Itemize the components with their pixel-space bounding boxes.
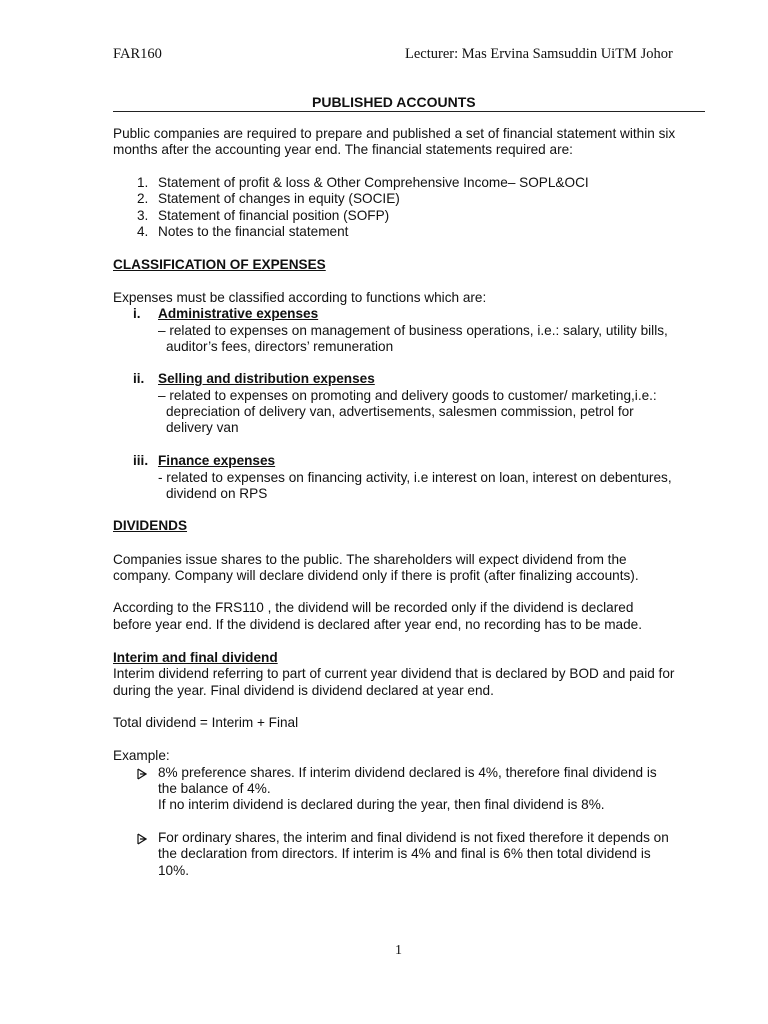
statement-item-4: Notes to the financial statement: [158, 224, 349, 239]
dividends-p2-line1: According to the FRS110 , the dividend will be recorded only if the dividend is declared: [113, 600, 634, 615]
statement-num-3: 3.: [137, 208, 149, 223]
classification-heading: CLASSIFICATION OF EXPENSES: [113, 257, 326, 272]
expense-desc-selling-1: – related to expenses on promoting and delivery goods to customer/ marketing,i.e.:: [158, 388, 657, 403]
arrow-bullet-icon: [137, 767, 147, 785]
expense-desc-selling-3: delivery van: [166, 420, 239, 435]
interim-final-heading: Interim and final dividend: [113, 650, 278, 665]
expense-desc-admin-1: – related to expenses on management of business operations, i.e.: salary, utility bills,: [158, 323, 668, 338]
example-1-line3: If no interim dividend is declared during the year, then final dividend is 8%.: [158, 797, 605, 812]
page-number: 1: [395, 943, 402, 958]
dividend-formula: Total dividend = Interim + Final: [113, 715, 299, 730]
expense-desc-selling-2: depreciation of delivery van, advertisements, salesmen commission, petrol for: [166, 404, 634, 419]
dividends-p1-line1: Companies issue shares to the public. The shareholders will expect dividend from the: [113, 552, 627, 567]
example-2-line2: the declaration from directors. If interim is 4% and final is 6% then total dividend is: [158, 846, 651, 861]
statement-item-1: Statement of profit & loss & Other Comprehensive Income– SOPL&OCI: [158, 175, 589, 190]
lecturer-info: Lecturer: Mas Ervina Samsuddin UiTM Johor: [405, 46, 673, 62]
dividends-p1-line2: company. Company will declare dividend only if there is profit (after finalizing accounts).: [113, 568, 639, 583]
intro-line-2: months after the accounting year end. The financial statements required are:: [113, 142, 573, 157]
statement-item-2: Statement of changes in equity (SOCIE): [158, 191, 400, 206]
expense-num-2: ii.: [133, 371, 145, 386]
arrow-bullet-icon: [137, 832, 147, 850]
dividends-p3-line2: during the year. Final dividend is dividend declared at year end.: [113, 683, 494, 698]
classification-intro: Expenses must be classified according to functions which are:: [113, 290, 487, 305]
expense-num-3: iii.: [133, 453, 149, 468]
example-2-line3: 10%.: [158, 863, 189, 878]
dividends-p2-line2: before year end. If the dividend is declared after year end, no recording has to be made.: [113, 617, 642, 632]
dividends-p3-line1: Interim dividend referring to part of current year dividend that is declared by BOD and paid for: [113, 666, 675, 681]
expense-num-1: i.: [133, 306, 141, 321]
expense-desc-admin-2: auditor’s fees, directors’ remuneration: [166, 339, 394, 354]
example-1-line2: the balance of 4%.: [158, 781, 271, 796]
expense-title-selling: Selling and distribution expenses: [158, 371, 375, 386]
statement-item-3: Statement of financial position (SOFP): [158, 208, 390, 223]
expense-desc-finance-2: dividend on RPS: [166, 486, 268, 501]
expense-desc-finance-1: - related to expenses on financing activity, i.e interest on loan, interest on debentures,: [158, 470, 672, 485]
course-code: FAR160: [113, 46, 162, 62]
statement-num-1: 1.: [137, 175, 149, 190]
statement-num-4: 4.: [137, 224, 149, 239]
statement-num-2: 2.: [137, 191, 149, 206]
title-rule: [113, 111, 705, 112]
example-label: Example:: [113, 748, 170, 763]
expense-title-admin: Administrative expenses: [158, 306, 319, 321]
expense-title-finance: Finance expenses: [158, 453, 276, 468]
page-title: PUBLISHED ACCOUNTS: [312, 94, 476, 110]
example-2-line1: For ordinary shares, the interim and final dividend is not fixed therefore it depends on: [158, 830, 669, 845]
dividends-heading: DIVIDENDS: [113, 518, 188, 533]
intro-line-1: Public companies are required to prepare and published a set of financial statement within six: [113, 126, 676, 141]
example-1-line1: 8% preference shares. If interim dividend declared is 4%, therefore final dividend is: [158, 765, 657, 780]
